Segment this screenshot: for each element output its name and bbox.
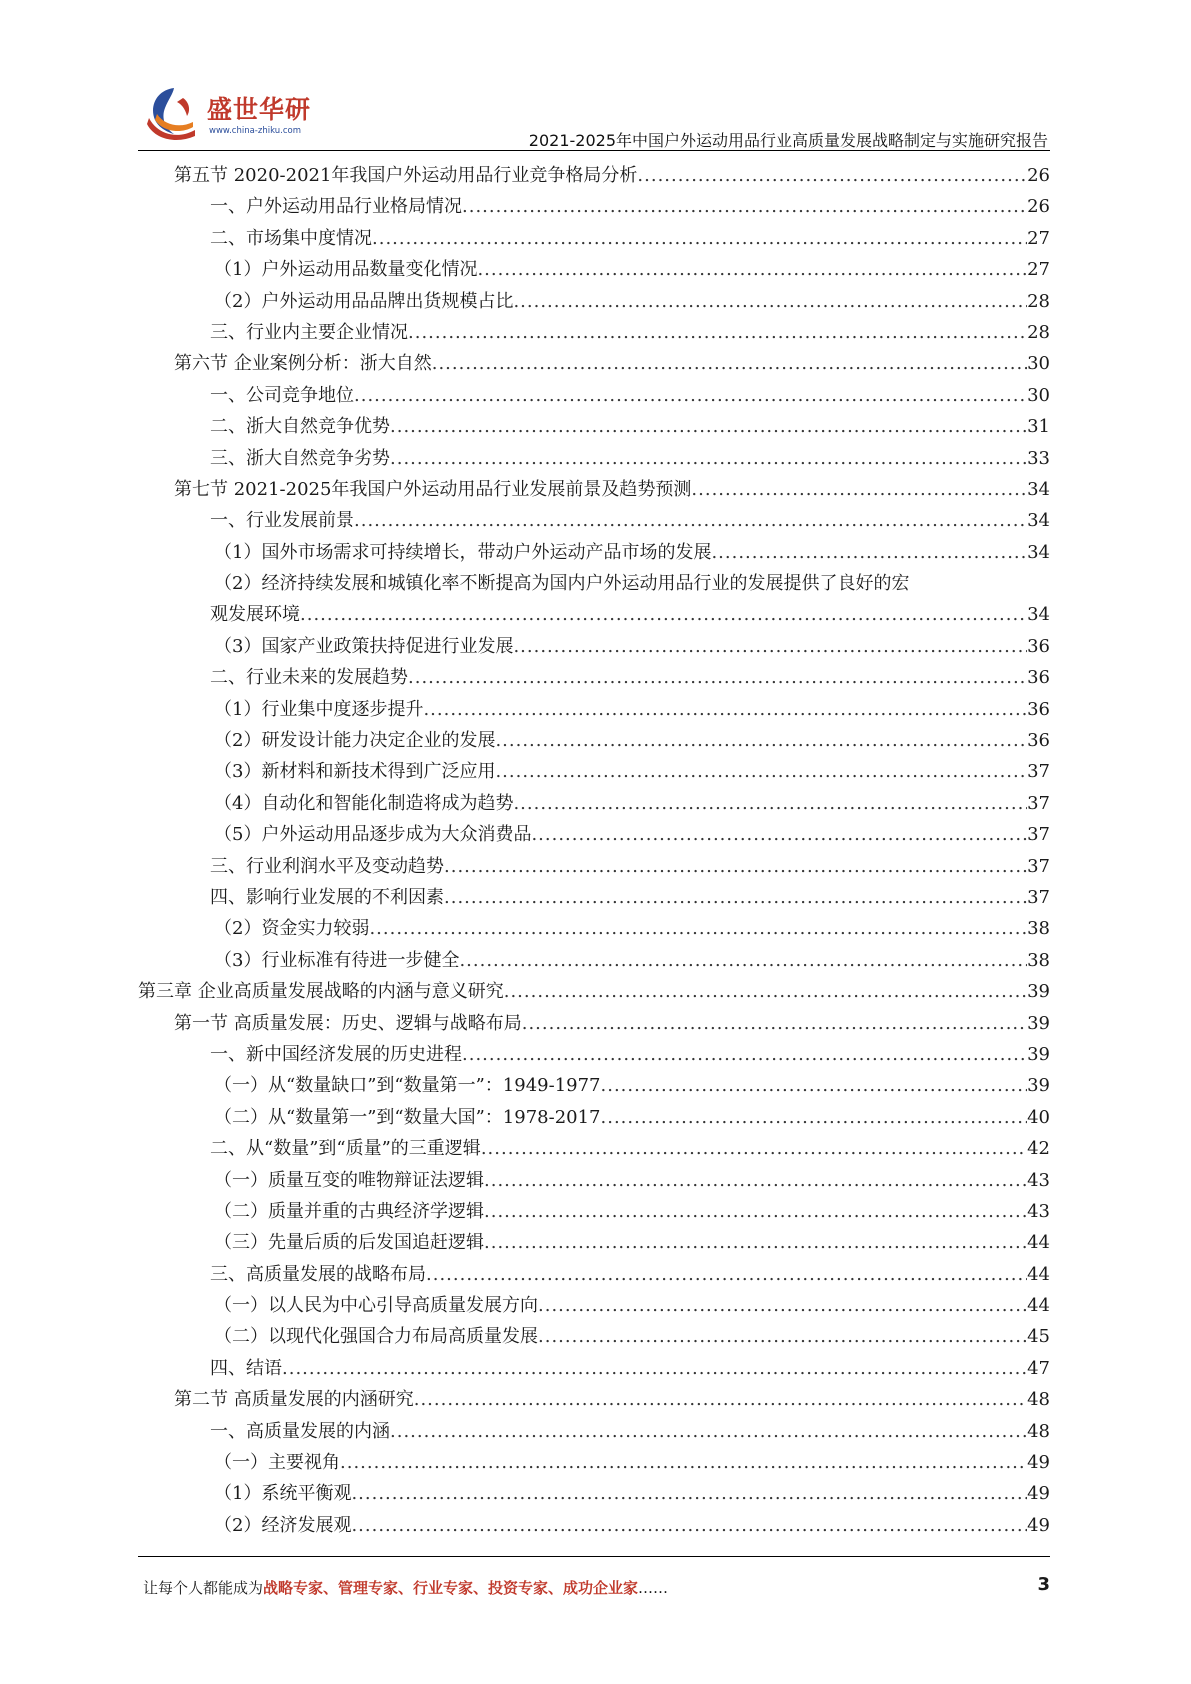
toc-leader-dots [426, 1259, 1027, 1290]
toc-entry-title: 一、行业发展前景 [210, 510, 354, 532]
toc-entry[interactable] [138, 160, 1050, 191]
toc-entry-title: （一）主要视角 [214, 1452, 340, 1474]
toc-entry-title: 三、高质量发展的战略布局 [210, 1263, 426, 1285]
toc-entry-title: 第六节 企业案例分析：浙大自然 [174, 353, 432, 375]
toc-entry-page: 38 [1027, 918, 1050, 940]
toc-leader-dots [691, 474, 1027, 505]
toc-leader-dots [444, 851, 1027, 882]
toc-leader-dots [538, 1290, 1027, 1321]
toc-entry-page: 34 [1027, 541, 1050, 563]
toc-leader-dots [300, 599, 1027, 630]
toc-leader-dots [414, 1384, 1027, 1415]
toc-entry-title: （2）户外运动用品品牌出货规模占比 [214, 290, 514, 312]
toc-entry-title: 第三章 企业高质量发展战略的内涵与意义研究 [138, 981, 504, 1003]
toc-leader-dots [390, 411, 1027, 442]
toc-entry-page: 42 [1027, 1138, 1050, 1160]
toc-entry[interactable] [138, 1353, 1050, 1384]
toc-entry-page: 40 [1027, 1106, 1050, 1128]
toc-entry-title: （3）新材料和新技术得到广泛应用 [214, 761, 496, 783]
toc-entry-page: 37 [1027, 824, 1050, 846]
toc-entry[interactable] [138, 662, 1050, 693]
toc-leader-dots [408, 662, 1027, 693]
toc-leader-dots [351, 1510, 1027, 1541]
toc-entry-page: 28 [1027, 290, 1050, 312]
toc-entry[interactable] [138, 788, 1050, 819]
page-number: 3 [1037, 1574, 1050, 1595]
toc-entry[interactable] [138, 474, 1050, 505]
toc-entry-title: 观发展环境 [210, 604, 300, 626]
toc-entry-page: 28 [1027, 321, 1050, 343]
toc-entry[interactable] [138, 725, 1050, 756]
toc-entry-title: 三、浙大自然竞争劣势 [210, 447, 390, 469]
footer-divider [138, 1556, 1050, 1557]
toc-entry-page: 38 [1027, 949, 1050, 971]
toc-leader-dots [513, 788, 1027, 819]
slogan-highlight: 战略专家、管理专家、行业专家、投资专家、成功企业家 [263, 1579, 639, 1597]
slogan-prefix: 让每个人都能成为 [143, 1579, 264, 1597]
toc-entry[interactable] [138, 913, 1050, 944]
toc-entry[interactable] [138, 568, 1050, 599]
toc-leader-dots [513, 286, 1027, 317]
toc-leader-dots [601, 1070, 1028, 1101]
toc-entry-page: 37 [1027, 792, 1050, 814]
toc-leader-dots [513, 631, 1027, 662]
toc-entry-page: 37 [1027, 855, 1050, 877]
toc-entry-title: （1）行业集中度逐步提升 [214, 698, 424, 720]
toc-entry[interactable] [138, 1416, 1050, 1447]
toc-entry[interactable] [138, 819, 1050, 850]
toc-entry-page: 49 [1027, 1452, 1050, 1474]
toc-leader-dots [522, 1008, 1027, 1039]
toc-entry-title: 一、户外运动用品行业格局情况 [210, 196, 462, 218]
toc-entry[interactable] [138, 1196, 1050, 1227]
toc-entry[interactable] [138, 756, 1050, 787]
toc-entry-page: 34 [1027, 604, 1050, 626]
toc-leader-dots [282, 1353, 1027, 1384]
toc-leader-dots [354, 505, 1027, 536]
toc-entry[interactable] [138, 1510, 1050, 1541]
toc-entry[interactable] [138, 1070, 1050, 1101]
toc-leader-dots [504, 976, 1027, 1007]
toc-entry-page: 49 [1027, 1483, 1050, 1505]
toc-entry[interactable] [138, 694, 1050, 725]
toc-entry-page: 39 [1027, 1043, 1050, 1065]
toc-entry-page: 36 [1027, 667, 1050, 689]
toc-entry-page: 39 [1027, 1012, 1050, 1034]
toc-entry-page: 44 [1027, 1263, 1050, 1285]
toc-entry[interactable] [138, 1102, 1050, 1133]
toc-entry[interactable] [138, 286, 1050, 317]
toc-entry-page: 49 [1027, 1514, 1050, 1536]
toc-entry-title: 三、行业利润水平及变动趋势 [210, 855, 444, 877]
toc-entry[interactable] [138, 1478, 1050, 1509]
toc-entry-title: 一、高质量发展的内涵 [210, 1420, 390, 1442]
toc-leader-dots [601, 1102, 1028, 1133]
toc-entry-page: 34 [1027, 478, 1050, 500]
toc-entry-title: 一、公司竞争地位 [210, 384, 354, 406]
toc-entry-title: （4）自动化和智能化制造将成为趋势 [214, 792, 514, 814]
toc-entry[interactable] [138, 1227, 1050, 1258]
toc-leader-dots [423, 694, 1027, 725]
toc-leader-dots [462, 1039, 1027, 1070]
toc-entry[interactable] [138, 882, 1050, 913]
toc-entry-page: 26 [1027, 165, 1050, 186]
toc-leader-dots [390, 1416, 1027, 1447]
toc-entry-title: （1）国外市场需求可持续增长，带动户外运动产品市场的发展 [214, 541, 712, 563]
toc-leader-dots [538, 1321, 1027, 1352]
toc-entry-title: 四、结语 [210, 1357, 282, 1379]
toc-entry-page: 37 [1027, 761, 1050, 783]
toc-entry[interactable] [138, 1133, 1050, 1164]
toc-entry[interactable] [138, 223, 1050, 254]
toc-leader-dots [408, 317, 1027, 348]
company-logo [143, 84, 312, 146]
toc-leader-dots [354, 380, 1027, 411]
toc-leader-dots [637, 160, 1027, 191]
toc-entry-title: （2）研发设计能力决定企业的发展 [214, 730, 496, 752]
toc-entry-title: （3）行业标准有待进一步健全 [214, 949, 460, 971]
toc-leader-dots [495, 725, 1027, 756]
toc-entry[interactable] [138, 1447, 1050, 1478]
toc-entry-page: 30 [1027, 384, 1050, 406]
toc-entry-page: 30 [1027, 353, 1050, 375]
toc-entry[interactable] [138, 599, 1050, 630]
toc-entry[interactable] [138, 1165, 1050, 1196]
toc-entry-title: 四、影响行业发展的不利因素 [210, 886, 444, 908]
toc-entry-title: （一）从“数量缺口”到“数量第一”：1949-1977 [214, 1075, 601, 1097]
toc-leader-dots [372, 223, 1027, 254]
toc-entry[interactable] [138, 1039, 1050, 1070]
toc-entry-page: 39 [1027, 1075, 1050, 1097]
toc-entry-title: 二、从“数量”到“质量”的三重逻辑 [210, 1138, 481, 1160]
toc-entry-page: 43 [1027, 1169, 1050, 1191]
logo-url: www.china-zhiku.com [209, 126, 301, 136]
toc-entry-title: 三、行业内主要企业情况 [210, 321, 408, 343]
toc-leader-dots [484, 1227, 1027, 1258]
toc-entry-page: 33 [1027, 447, 1050, 469]
toc-leader-dots [351, 1478, 1027, 1509]
slogan-suffix: …… [638, 1579, 669, 1597]
toc-entry[interactable] [138, 505, 1050, 536]
toc-entry-title: 二、市场集中度情况 [210, 227, 372, 249]
toc-leader-dots [432, 348, 1027, 379]
toc-leader-dots [369, 913, 1027, 944]
toc-entry-page: 44 [1027, 1295, 1050, 1317]
footer-slogan [143, 1577, 668, 1598]
toc-entry-page: 34 [1027, 510, 1050, 532]
toc-entry-page: 37 [1027, 886, 1050, 908]
toc-entry[interactable] [138, 945, 1050, 976]
page-header [143, 80, 1048, 150]
toc-leader-dots [481, 1133, 1027, 1164]
toc-leader-dots [459, 945, 1027, 976]
toc-entry-page: 48 [1027, 1420, 1050, 1442]
toc-leader-dots [390, 443, 1027, 474]
toc-entry-title: 一、新中国经济发展的历史进程 [210, 1043, 462, 1065]
table-of-contents [138, 160, 1050, 1541]
toc-entry-page: 36 [1027, 730, 1050, 752]
toc-entry-page: 31 [1027, 416, 1050, 438]
toc-entry[interactable] [138, 191, 1050, 222]
toc-entry-title: 第七节 2021-2025年我国户外运动用品行业发展前景及趋势预测 [174, 478, 692, 500]
toc-entry-title: （二）以现代化强国合力布局高质量发展 [214, 1326, 538, 1348]
toc-leader-dots [477, 254, 1027, 285]
toc-entry[interactable] [138, 317, 1050, 348]
toc-entry[interactable] [138, 348, 1050, 379]
toc-leader-dots [340, 1447, 1027, 1478]
toc-leader-dots [711, 537, 1027, 568]
toc-entry-title: （二）从“数量第一”到“数量大国”：1978-2017 [214, 1106, 601, 1128]
toc-entry-title: 二、行业未来的发展趋势 [210, 667, 408, 689]
toc-leader-dots [495, 756, 1027, 787]
toc-entry-page: 36 [1027, 635, 1050, 657]
toc-entry[interactable] [138, 411, 1050, 442]
toc-entry-title: 二、浙大自然竞争优势 [210, 416, 390, 438]
toc-entry-title: 第一节 高质量发展：历史、逻辑与战略布局 [174, 1012, 522, 1034]
toc-entry-title: （一）质量互变的唯物辩证法逻辑 [214, 1169, 484, 1191]
toc-leader-dots [484, 1165, 1027, 1196]
toc-entry[interactable] [138, 976, 1050, 1007]
toc-entry-page: 27 [1027, 259, 1050, 281]
toc-entry-title: （2）资金实力较弱 [214, 918, 370, 940]
logo-emblem-icon [143, 84, 205, 146]
toc-entry[interactable] [138, 380, 1050, 411]
toc-entry-title: （3）国家产业政策扶持促进行业发展 [214, 635, 514, 657]
toc-entry-title: （1）户外运动用品数量变化情况 [214, 259, 478, 281]
toc-entry-title: （1）系统平衡观 [214, 1483, 352, 1505]
toc-entry-title: 第五节 2020-2021年我国户外运动用品行业竞争格局分析 [174, 165, 638, 186]
toc-entry-title: （2）经济持续发展和城镇化率不断提高为国内户外运动用品行业的发展提供了良好的宏 [214, 573, 910, 595]
toc-entry[interactable] [138, 537, 1050, 568]
toc-entry-page: 45 [1027, 1326, 1050, 1348]
toc-entry-page: 26 [1027, 196, 1050, 218]
toc-entry-title: （一）以人民为中心引导高质量发展方向 [214, 1295, 538, 1317]
toc-entry[interactable] [138, 631, 1050, 662]
toc-entry[interactable] [138, 851, 1050, 882]
toc-entry-page: 36 [1027, 698, 1050, 720]
toc-entry[interactable] [138, 1259, 1050, 1290]
toc-entry-title: （二）质量并重的古典经济学逻辑 [214, 1200, 484, 1222]
toc-entry-page: 39 [1027, 981, 1050, 1003]
toc-leader-dots [484, 1196, 1027, 1227]
toc-entry-page: 48 [1027, 1389, 1050, 1411]
report-title: 2021-2025年中国户外运动用品行业高质量发展战略制定与实施研究报告 [528, 131, 1048, 150]
toc-entry-page: 27 [1027, 227, 1050, 249]
toc-entry-page: 43 [1027, 1200, 1050, 1222]
logo-name: 盛世华研 [207, 95, 312, 124]
toc-entry[interactable] [138, 1321, 1050, 1352]
toc-entry-title: （5）户外运动用品逐步成为大众消费品 [214, 824, 532, 846]
toc-leader-dots [462, 191, 1027, 222]
toc-entry[interactable] [138, 1290, 1050, 1321]
toc-entry[interactable] [138, 1384, 1050, 1415]
toc-entry-title: 第二节 高质量发展的内涵研究 [174, 1389, 414, 1411]
toc-entry-page: 47 [1027, 1357, 1050, 1379]
toc-entry-title: （三）先量后质的后发国追赶逻辑 [214, 1232, 484, 1254]
toc-entry-title: （2）经济发展观 [214, 1514, 352, 1536]
toc-entry-page: 44 [1027, 1232, 1050, 1254]
toc-entry[interactable] [138, 254, 1050, 285]
toc-leader-dots [444, 882, 1027, 913]
toc-leader-dots [531, 819, 1027, 850]
header-divider [138, 150, 1050, 151]
toc-entry[interactable] [138, 1008, 1050, 1039]
toc-entry[interactable] [138, 443, 1050, 474]
